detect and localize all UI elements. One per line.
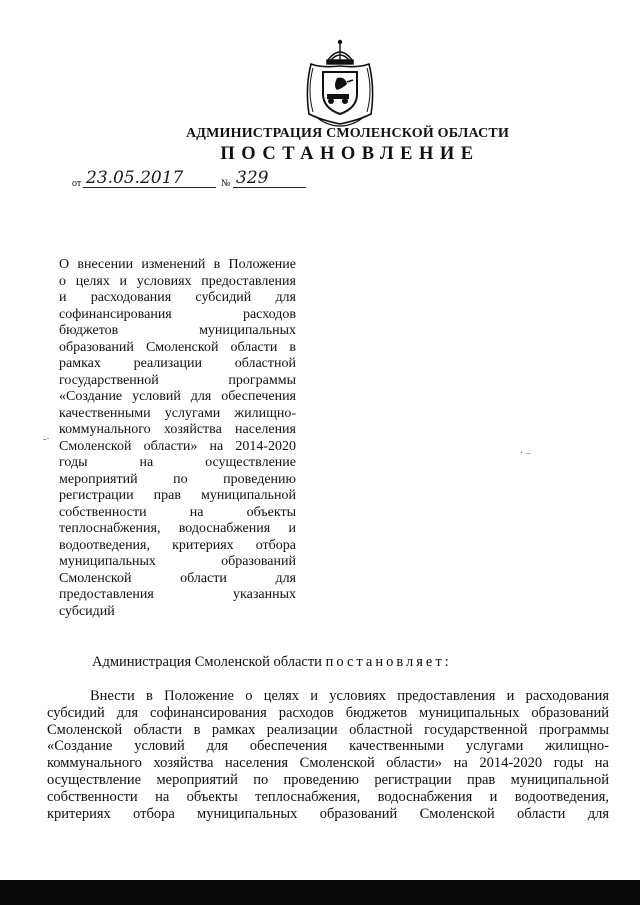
- document-subject: [59, 257, 296, 620]
- decree-prefix: Администрация Смоленской области: [92, 654, 322, 670]
- subject-line: регистрации прав муниципальной: [59, 488, 296, 503]
- body-line: критериях отбора муниципальных образований Смоленской области для: [47, 805, 609, 822]
- organization-title: АДМИНИСТРАЦИЯ СМОЛЕНСКОЙ ОБЛАСТИ: [185, 126, 510, 141]
- body-line: коммунального хозяйства населения Смоленской области» на 2014-2020 годы на: [47, 755, 609, 772]
- document-type-title: ПОСТАНОВЛЕНИЕ: [220, 144, 480, 164]
- date-from-label: от: [72, 178, 82, 189]
- subject-line: мероприятий по проведению: [59, 471, 296, 487]
- body-line: Внести в Положение о целях и условиях предоставления и расходования: [90, 688, 609, 704]
- scan-mark: · –: [520, 448, 531, 459]
- subject-line: качественными услугами жилищно-: [59, 405, 296, 421]
- subject-line: рамках реализации областной: [59, 356, 296, 371]
- body-line: собственности на объекты теплоснабжения, водоснабжения и водоотведения,: [47, 788, 609, 805]
- subject-line: водоотведения, критериях отбора: [59, 537, 296, 553]
- subject-line: Смоленской области» на 2014-2020: [59, 438, 296, 454]
- body-line: субсидий для софинансирования расходов бюджетов муниципальных образований: [47, 704, 609, 721]
- number-label: №: [221, 178, 231, 189]
- subject-line: О внесении изменений в Положение: [59, 257, 296, 272]
- subject-line: собственности на объекты: [59, 504, 296, 520]
- subject-line: субсидий: [59, 603, 115, 619]
- subject-line: предоставления указанных: [59, 587, 296, 602]
- subject-line: коммунального хозяйства населения: [59, 422, 296, 437]
- subject-line: муниципальных образований: [59, 554, 296, 569]
- body-line: осуществление мероприятий по проведению регистрации прав муниципальной: [47, 771, 609, 788]
- document-body: [47, 688, 609, 822]
- scan-bottom-edge: [0, 880, 640, 905]
- scan-mark: -·: [43, 434, 50, 445]
- subject-line: бюджетов муниципальных: [59, 323, 296, 338]
- subject-line: годы на осуществление: [59, 455, 296, 470]
- decree-verb: постановляет:: [325, 654, 452, 670]
- subject-line: «Создание условий для обеспечения: [59, 389, 296, 404]
- number-handwritten: 329: [236, 168, 269, 188]
- date-number-line: [72, 168, 332, 194]
- subject-line: Смоленской области для: [59, 570, 296, 586]
- subject-line: о целях и условиях предоставления: [59, 273, 296, 289]
- body-line: Смоленской области в рамках реализации областной государственной программы: [47, 721, 609, 738]
- date-handwritten: 23.05.2017: [86, 168, 184, 188]
- subject-line: образований Смоленской области в: [59, 339, 296, 355]
- subject-line: теплоснабжения, водоснабжения и: [59, 521, 296, 536]
- subject-line: софинансирования расходов: [59, 306, 296, 322]
- subject-line: и расходования субсидий для: [59, 290, 296, 305]
- decree-line: [92, 654, 452, 671]
- body-line: «Создание условий для обеспечения качественными услугами жилищно-: [47, 738, 609, 755]
- subject-line: государственной программы: [59, 372, 296, 388]
- coat-of-arms-icon: [301, 38, 379, 128]
